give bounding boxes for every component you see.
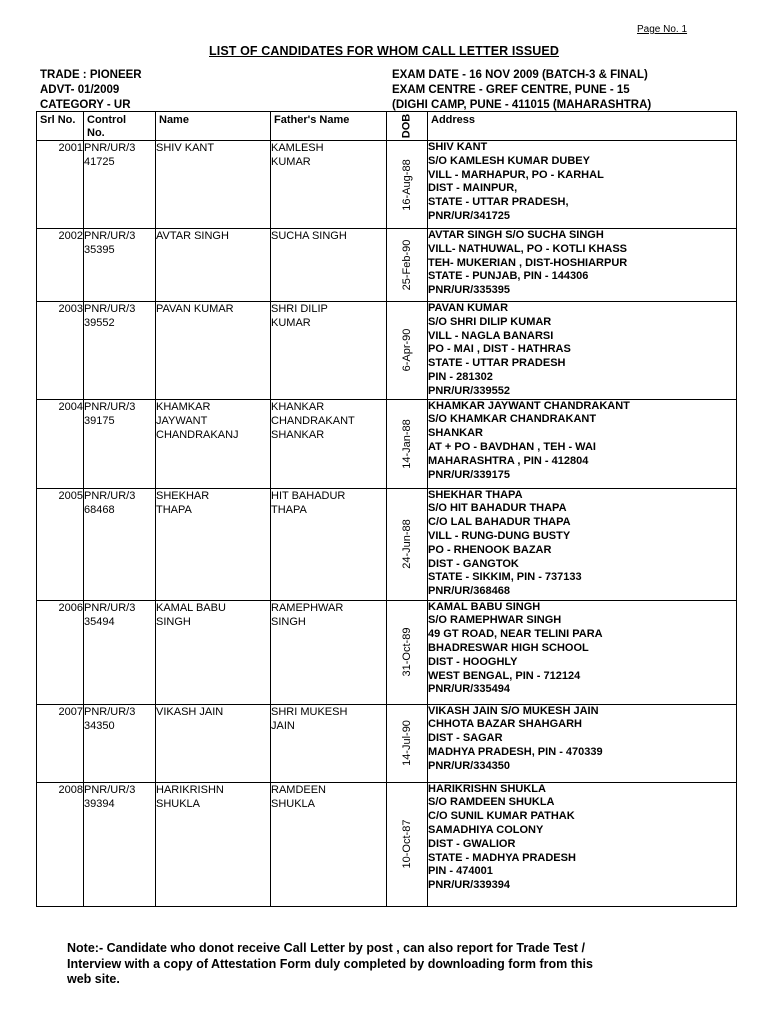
serial-number-cell: 2007 [37,704,84,782]
dob-text: 31-Oct-89 [401,627,413,677]
col-control-header: Control No. [84,112,156,141]
dob-text: 14-Jul-90 [401,720,413,767]
candidate-name-cell: VIKASH JAIN [156,704,271,782]
dob-text: 25-Feb-90 [401,239,413,291]
dob-cell [387,399,428,488]
control-number-cell: PNR/UR/3 39175 [84,399,156,488]
serial-number-cell: 2006 [37,600,84,704]
address-cell: KAMAL BABU SINGH S/O RAMEPHWAR SINGH 49 GT ROAD, NEAR TELINI PARA BHADRESWAR HIGH SCHOOL DIST - HOOGHLY WEST BENGAL, PIN - 712124 PNR/UR/335494 [428,600,737,704]
col-dob-header: DOB [387,112,428,141]
dob-text: 14-Jan-88 [401,418,413,469]
control-number-cell: PNR/UR/3 35494 [84,600,156,704]
exam-address-line: (DIGHI CAMP, PUNE - 411015 (MAHARASHTRA) [392,99,652,111]
table-header-row [37,112,737,141]
candidate-name-cell: SHIV KANT [156,141,271,229]
father-name-cell: KAMLESH KUMAR [271,141,387,229]
father-name-cell: RAMDEEN SHUKLA [271,782,387,906]
header-left [40,68,142,113]
address-cell: AVTAR SINGH S/O SUCHA SINGH VILL- NATHUWAL, PO - KOTLI KHASS TEH- MUKERIAN , DIST-HOSHIARPUR STATE - PUNJAB, PIN - 144306 PNR/UR/335395 [428,229,737,302]
col-address-header: Address [428,112,737,141]
trade-line: TRADE : PIONEER [40,69,142,81]
father-name-cell: SUCHA SINGH [271,229,387,302]
table-row [37,141,737,229]
exam-centre-line: EXAM CENTRE - GREF CENTRE, PUNE - 15 [392,84,630,96]
address-cell: SHEKHAR THAPA S/O HIT BAHADUR THAPA C/O LAL BAHADUR THAPA VILL - RUNG-DUNG BUSTY PO - RHENOOK BAZAR DIST - GANGTOK STATE - SIKKIM, PIN - 737133 PNR/UR/368468 [428,488,737,600]
candidate-name-cell: SHEKHAR THAPA [156,488,271,600]
dob-cell [387,488,428,600]
category-line: CATEGORY - UR [40,99,131,111]
table-row [37,488,737,600]
document-title: LIST OF CANDIDATES FOR WHOM CALL LETTER ISSUED [209,44,559,58]
control-number-cell: PNR/UR/3 39552 [84,302,156,400]
table-row [37,399,737,488]
dob-cell [387,704,428,782]
dob-text: 6-Apr-90 [401,328,413,372]
control-number-cell: PNR/UR/3 39394 [84,782,156,906]
dob-text: 10-Oct-87 [401,819,413,869]
address-cell: PAVAN KUMAR S/O SHRI DILIP KUMAR VILL - NAGLA BANARSI PO - MAI , DIST - HATHRAS STATE - UTTAR PRADESH PIN - 281302 PNR/UR/339552 [428,302,737,400]
father-name-cell: SHRI DILIP KUMAR [271,302,387,400]
col-srl-header: Srl No. [37,112,84,141]
control-number-cell: PNR/UR/3 34350 [84,704,156,782]
dob-cell [387,782,428,906]
candidate-name-cell: HARIKRISHN SHUKLA [156,782,271,906]
header-right [392,68,651,113]
table-row [37,600,737,704]
dob-cell [387,302,428,400]
serial-number-cell: 2002 [37,229,84,302]
serial-number-cell: 2001 [37,141,84,229]
candidate-name-cell: PAVAN KUMAR [156,302,271,400]
serial-number-cell: 2003 [37,302,84,400]
advt-line: ADVT- 01/2009 [40,84,120,96]
table-row [37,302,737,400]
dob-text: 16-Aug-88 [401,158,413,211]
father-name-cell: SHRI MUKESH JAIN [271,704,387,782]
table-row [37,782,737,906]
serial-number-cell: 2004 [37,399,84,488]
address-cell: HARIKRISHN SHUKLA S/O RAMDEEN SHUKLA C/O SUNIL KUMAR PATHAK SAMADHIYA COLONY DIST - GWALIOR STATE - MADHYA PRADESH PIN - 474001 PNR/UR/339394 [428,782,737,906]
address-cell: VIKASH JAIN S/O MUKESH JAIN CHHOTA BAZAR SHAHGARH DIST - SAGAR MADHYA PRADESH, PIN - 470339 PNR/UR/334350 [428,704,737,782]
father-name-cell: HIT BAHADUR THAPA [271,488,387,600]
father-name-cell: RAMEPHWAR SINGH [271,600,387,704]
candidate-name-cell: KHAMKAR JAYWANT CHANDRAKANJ [156,399,271,488]
serial-number-cell: 2005 [37,488,84,600]
table-row [37,229,737,302]
footer-note: Note:- Candidate who donot receive Call Letter by post , can also report for Trade Test / Interview with a copy of Attestation Form duly completed by downloading form from this web site. [67,941,593,986]
table-row [37,704,737,782]
address-cell: SHIV KANT S/O KAMLESH KUMAR DUBEY VILL - MARHAPUR, PO - KARHAL DIST - MAINPUR, STATE - UTTAR PRADESH, PNR/UR/341725 [428,141,737,229]
dob-cell [387,600,428,704]
address-cell: KHAMKAR JAYWANT CHANDRAKANT S/O KHAMKAR CHANDRAKANT SHANKAR AT + PO - BAVDHAN , TEH - WAI MAHARASHTRA , PIN - 412804 PNR/UR/339175 [428,399,737,488]
control-number-cell: PNR/UR/3 41725 [84,141,156,229]
candidate-name-cell: KAMAL BABU SINGH [156,600,271,704]
page-number: Page No. 1 [637,24,688,35]
col-father-header: Father's Name [271,112,387,141]
dob-cell [387,141,428,229]
col-name-header: Name [156,112,271,141]
control-number-cell: PNR/UR/3 68468 [84,488,156,600]
control-number-cell: PNR/UR/3 35395 [84,229,156,302]
exam-date-line: EXAM DATE - 16 NOV 2009 (BATCH-3 & FINAL) [392,69,648,81]
candidates-table [36,111,737,907]
father-name-cell: KHANKAR CHANDRAKANT SHANKAR [271,399,387,488]
dob-text: 24-Jun-88 [401,519,413,569]
serial-number-cell: 2008 [37,782,84,906]
candidate-name-cell: AVTAR SINGH [156,229,271,302]
dob-cell [387,229,428,302]
